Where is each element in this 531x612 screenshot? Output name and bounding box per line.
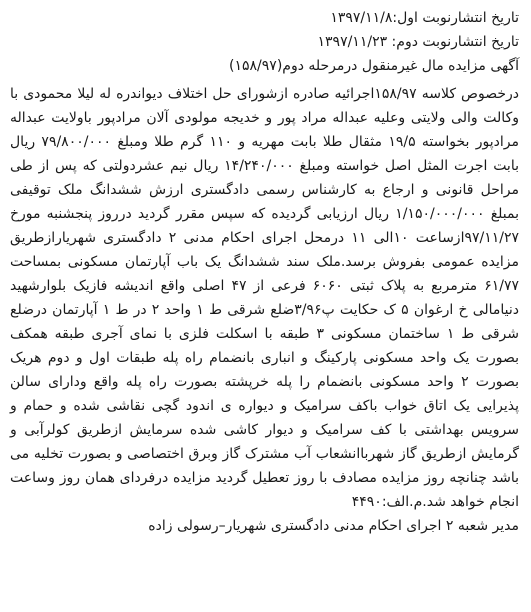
- notice-title: آگهی مزایده مال غیرمنقول درمرحله دوم(۱۵۸/۹۷): [229, 58, 519, 74]
- first-publish-date: تاریخ انتشارنوبت اول:۱۳۹۷/۱۱/۸: [330, 10, 519, 26]
- second-publish-date: تاریخ انتشارنوبت دوم: ۱۳۹۷/۱۱/۲۳: [317, 34, 519, 50]
- notice-body: درخصوص کلاسه ۱۵۸/۹۷اجرائیه صادره ازشورای حل اختلاف دیواندره له لیلا محمودی با وکالت والی ولایتی وعلیه عبداله مراد پور و خدیجه مولودی آلان مرادپور باولایت عبداله مرادپور بخواسته ۱۹/۵ مثقال طلا بابت مهریه و ۱۱۰ گرم طلا ومبلغ ۷۹/۸۰۰/۰۰۰ ریال بابت اجرت المثل اصل خواسته ومبلغ ۱۴/۲۴۰/۰۰۰ ریال نیم عشردولتی که پس از طی مراحل قانونی و ارجاع به کارشناس رسمی دادگستری ارزش ششدانگ ملک توقیفی بمبلغ ۱/۱۵۰/۰۰۰/۰۰۰ ریال ارزیابی گردیده که سپس مقرر گردید درروز پنجشنبه مورخ ۹۷/۱۱/۲۷ازساعت ۱۰الی ۱۱ درمحل اجرای احکام مدنی ۲ دادگستری شهریارازطریق مزایده عمومی بفروش برسد.ملک سند ششدانگ یک باب آپارتمان مسکونی بمساحت ۶۱/۷۷ مترمربع به پلاک ثبتی ۶۰۶۰ فرعی از ۴۷ اصلی واقع اندیشه فازیک بلوارشهید دنیامالی خ ارغوان ۵ ک حکایت پ۳/۹۶ضلع شرقی ط ۱ واحد ۲ در ط ۱ آپارتمان درضلع شرقی ط ۱ ساختمان مسکونی ۳ طبقه با اسکلت فلزی با نمای آجری طبقه همکف بصورت یک واحد مسکونی پارکینگ و انباری بانضمام راه پله طبقات اول و دوم هریک بصورت ۲ واحد مسکونی بانضمام را پله خرپشته بصورت راه پله واقع ودارای سالن پذیرایی یک اتاق خواب باکف سرامیک و دیواره ی اندود گچی نقاشی شده و حمام و سرویس بهداشتی با کف سرامیک و دیوار کاشی شده سرمایش ازطریق کولرآبی و گرمایش ازطریق گاز شهرباانشعاب آب مشترک گاز وبرق اختصاصی و بصورت تخلیه می باشد چنانچه روز مزایده مصادف با روز تعطیل گردید مزایده درفردای همان روز وساعت انجام خواهد شد.م.الف:۴۴۹۰: [10, 86, 520, 510]
- notice-signature: مدیر شعبه ۲ اجرای احکام مدنی دادگستری شهریار–رسولی زاده: [148, 518, 519, 534]
